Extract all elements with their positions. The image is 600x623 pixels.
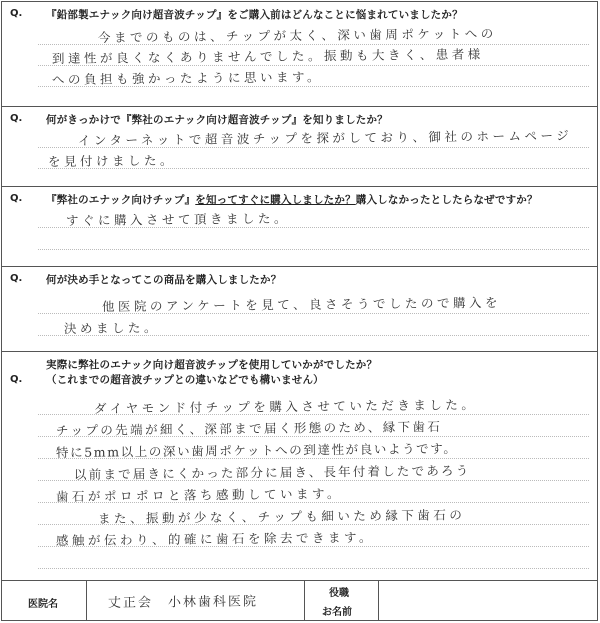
answer-line: 到達性が良くなくありませんでした。振動も大きく、患者様 — [51, 46, 484, 66]
question-text-part: 何がきっかけで — [46, 114, 121, 126]
footer-divider — [86, 581, 87, 620]
question-marker: Q. — [10, 193, 23, 204]
question-text-part: 実際に弊社のエナック向け超音波チップを使用していかがでしたか？ — [46, 359, 378, 371]
role-label: 役職 — [329, 588, 349, 599]
answer-line: 決めました。 — [63, 319, 161, 336]
question-text — [46, 272, 281, 287]
name-label: お名前 — [322, 607, 352, 618]
footer-divider — [378, 581, 379, 620]
question-text-part: 『鉛部製エナック向け超音波チップ』 — [46, 9, 228, 21]
question-text-part: をご購入前はどんなことに悩まれていましたか？ — [227, 9, 463, 21]
answer-line: ダイヤモンド付チップを購入させていただきました。 — [93, 396, 478, 416]
answer-line: 今までのものは、チップが太く、深い歯周ポケットへの — [97, 25, 497, 45]
answer-rule — [38, 249, 589, 250]
answer-line: を見付けました。 — [47, 152, 177, 169]
answer-line: への負担も強かったように思います。 — [51, 69, 324, 87]
question-section-1 — [2, 2, 597, 106]
footer-divider — [304, 581, 305, 620]
answer-line: すぐに購入させて頂きました。 — [65, 210, 291, 228]
questionnaire-sheet — [1, 1, 598, 621]
question-text-part: 何が決め手となってこの商品を購入しましたか？ — [46, 274, 282, 286]
question-text — [46, 7, 463, 22]
answer-line: 他医院のアンケートを見て、良さそうでしたので購入を — [101, 294, 502, 314]
clinic-name-label: 医院名 — [28, 599, 58, 610]
answer-line: チップの先端が細く、深部まで届く形態のため、縁下歯石 — [55, 418, 443, 438]
answer-line: 特に5mm以上の深い歯周ポケットへの到達性が良いようです。 — [55, 440, 458, 460]
clinic-name-value: 丈正会 小林歯科医院 — [107, 594, 259, 611]
question-text — [46, 192, 538, 207]
answer-line: 以前まで届きにくかった部分に届き、長年付着したであろう — [73, 462, 471, 482]
question-marker: Q. — [10, 113, 23, 124]
question-marker: Q. — [10, 8, 23, 19]
question-marker: Q. — [10, 273, 23, 284]
question-marker: Q. — [10, 374, 23, 385]
question-section-4 — [2, 266, 597, 351]
answer-line: インターネットで超音波チップを探がしており、御社のホームページ — [77, 127, 573, 148]
question-section-2 — [2, 106, 597, 186]
question-text-part: 『弊社のエナック向け超音波チップ』 — [120, 114, 303, 126]
question-text-part: 『弊社のエナック向けチップ』 — [46, 194, 196, 206]
question-text-part: 購入しなかったとしたらなぜですか？ — [355, 194, 538, 206]
question-text — [46, 357, 377, 372]
answer-line: 感触が伝わり、的確に歯石を除去できます。 — [55, 529, 376, 548]
question-section-5 — [2, 351, 597, 582]
answer-line: 歯石がポロポロと落ち感動しています。 — [55, 485, 344, 504]
answer-rule — [38, 568, 589, 569]
question-text-part: を知ってすぐに購入しましたか？ — [195, 194, 356, 206]
question-section-3 — [2, 186, 597, 266]
clinic-info-footer — [2, 580, 597, 620]
question-text-part: を知りましたか？ — [302, 114, 388, 126]
answer-line: また、振動が少なく、チップも細いため縁下歯石の — [97, 507, 466, 526]
question-text — [46, 112, 388, 127]
question-subtext: （これまでの超音波チップとの違いなどでも構いません） — [46, 374, 324, 386]
